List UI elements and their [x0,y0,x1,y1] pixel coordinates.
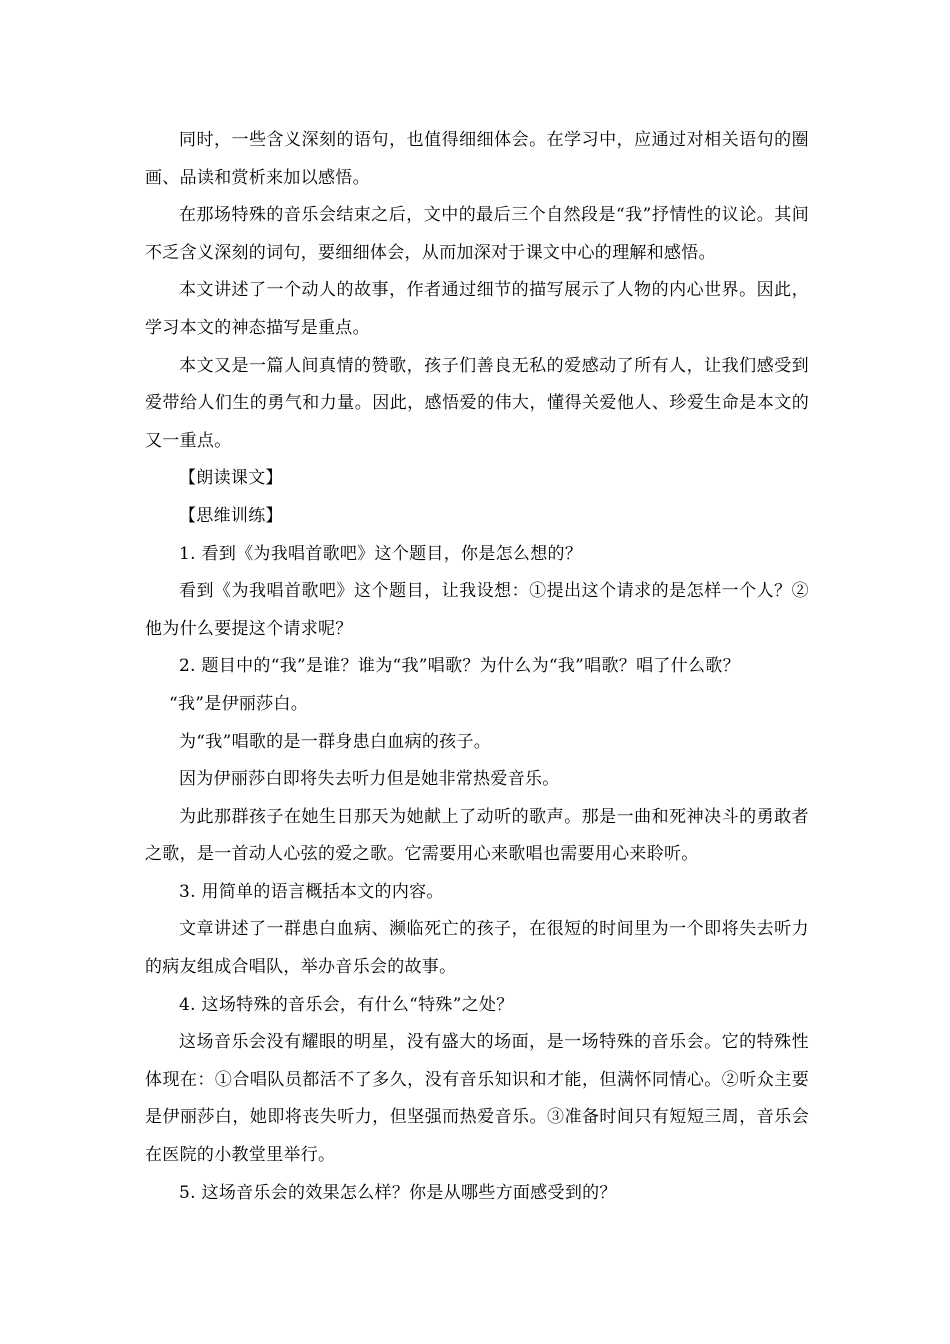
document-body [145,122,809,1212]
answer: 为此那群孩子在她生日那天为她献上了动听的歌声。那是一曲和死神决斗的勇敢者之歌，是一首动人心弦的爱之歌。它需要用心来歌唱也需要用心来聆听。 [145,806,809,865]
question: 2. 题目中的“我”是谁？谁为“我”唱歌？为什么为“我”唱歌？唱了什么歌？ [179,656,740,677]
paragraph: 本文又是一篇人间真情的赞歌，孩子们善良无私的爱感动了所有人，让我们感受到爱带给人们生的勇气和力量。因此，感悟爱的伟大，懂得关爱他人、珍爱生命是本文的又一重点。 [145,355,809,451]
answer: 因为伊丽莎白即将失去听力但是她非常热爱音乐。 [179,769,560,790]
question: 3. 用简单的语言概括本文的内容。 [179,881,444,902]
section-heading: 【朗读课文】 [179,468,283,489]
question: 4. 这场特殊的音乐会，有什么“特殊”之处？ [179,994,514,1015]
answer: 文章讲述了一群患白血病、濒临死亡的孩子，在很短的时间里为一个即将失去听力的病友组成合唱队，举办音乐会的故事。 [145,919,809,978]
answer: 这场音乐会没有耀眼的明星，没有盛大的场面，是一场特殊的音乐会。它的特殊性体现在：①合唱队员都活不了多久，没有音乐知识和才能，但满怀同情心。②听众主要是伊丽莎白，她即将丧失听力，但坚强而热爱音乐。③准备时间只有短短三周，音乐会在医院的小教堂里举行。 [145,1032,809,1166]
answer: “我”是伊丽莎白。 [169,693,309,714]
question: 1. 看到《为我唱首歌吧》这个题目，你是怎么想的？ [179,543,583,564]
answer: 看到《为我唱首歌吧》这个题目，让我设想：①提出这个请求的是怎样一个人？②他为什么要提这个请求呢？ [145,581,809,639]
paragraph: 本文讲述了一个动人的故事，作者通过细节的描写展示了人物的内心世界。因此，学习本文的神态描写是重点。 [145,280,809,338]
question: 5. 这场音乐会的效果怎么样？你是从哪些方面感受到的？ [179,1182,617,1203]
paragraph: 同时，一些含义深刻的语句，也值得细细体会。在学习中，应通过对相关语句的圈画、品读和赏析来加以感悟。 [145,130,809,188]
paragraph: 在那场特殊的音乐会结束之后，文中的最后三个自然段是“我”抒情性的议论。其间不乏含义深刻的词句，要细细体会，从而加深对于课文中心的理解和感悟。 [145,205,809,263]
section-heading: 【思维训练】 [179,505,283,526]
answer: 为“我”唱歌的是一群身患白血病的孩子。 [179,731,492,752]
